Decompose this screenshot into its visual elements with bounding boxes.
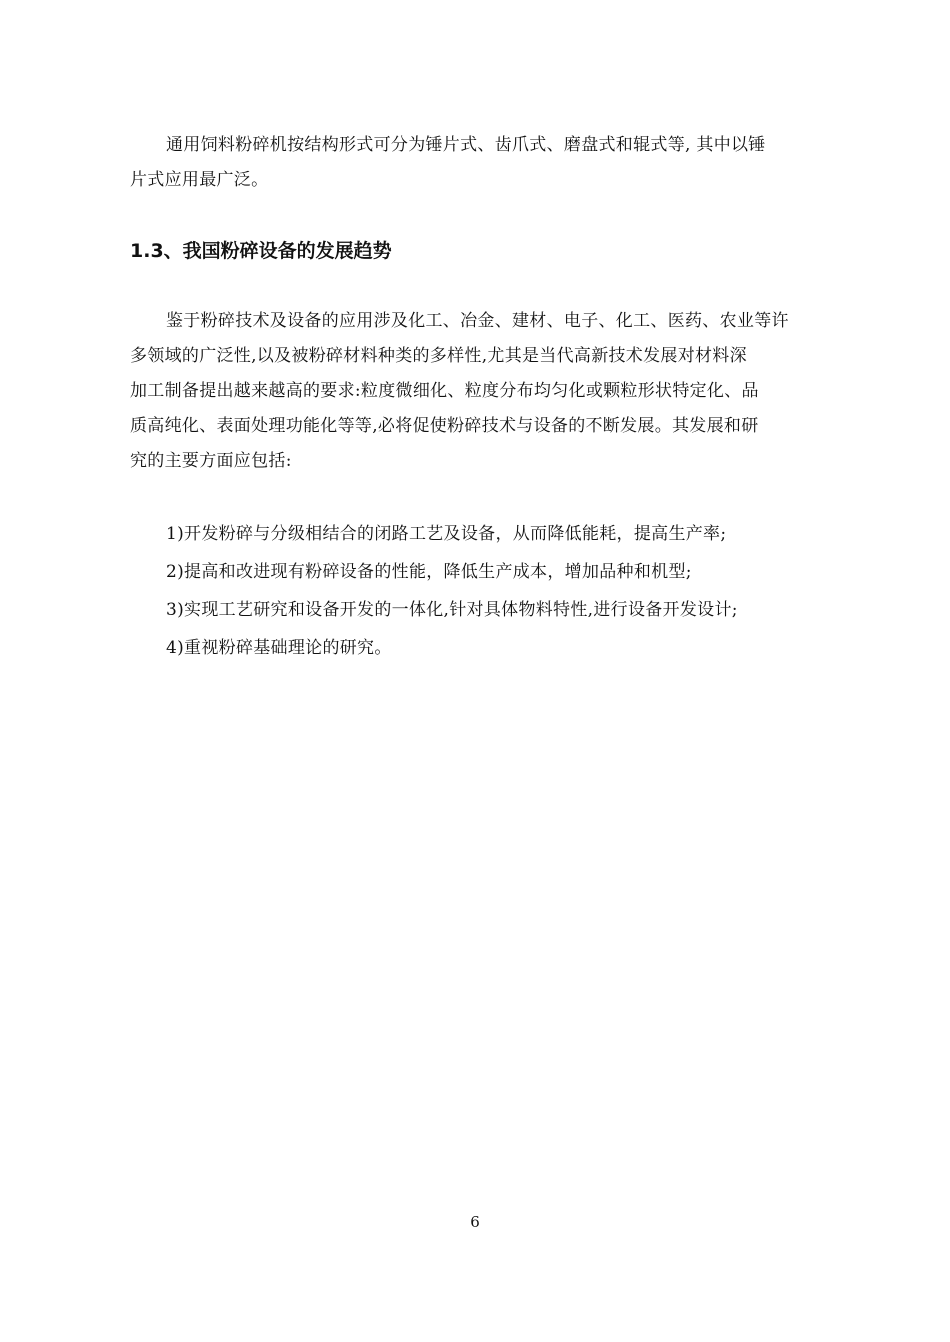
paragraph-line: 鉴于粉碎技术及设备的应用涉及化工、冶金、建材、电子、化工、医药、农业等许 <box>166 311 789 331</box>
paragraph-development-trends <box>130 304 830 479</box>
paragraph-hammer-types <box>130 128 830 198</box>
list-item: 4)重视粉碎基础理论的研究。 <box>166 638 392 658</box>
paragraph-line: 片式应用最广泛。 <box>130 170 269 190</box>
paragraph-line: 多领域的广泛性,以及被粉碎材料种类的多样性,尤其是当代高新技术发展对材料深 <box>130 346 747 366</box>
paragraph-line: 加工制备提出越来越高的要求:粒度微细化、粒度分布均匀化或颗粒形状特定化、品 <box>130 381 759 401</box>
paragraph-line: 究的主要方面应包括: <box>130 451 292 471</box>
paragraph-line: 通用饲料粉碎机按结构形式可分为锤片式、齿爪式、磨盘式和辊式等, 其中以锤 <box>166 135 766 155</box>
page-number: 6 <box>470 1213 480 1231</box>
list-item: 3)实现工艺研究和设备开发的一体化,针对具体物料特性,进行设备开发设计; <box>166 600 738 620</box>
section-heading: 1.3、我国粉碎设备的发展趋势 <box>130 240 392 262</box>
list-item: 1)开发粉碎与分级相结合的闭路工艺及设备，从而降低能耗，提高生产率; <box>166 524 727 544</box>
list-item: 2)提高和改进现有粉碎设备的性能，降低生产成本，增加品种和机型; <box>166 562 692 582</box>
development-directions-list <box>166 515 846 667</box>
paragraph-line: 质高纯化、表面处理功能化等等,必将促使粉碎技术与设备的不断发展。其发展和研 <box>130 416 759 436</box>
